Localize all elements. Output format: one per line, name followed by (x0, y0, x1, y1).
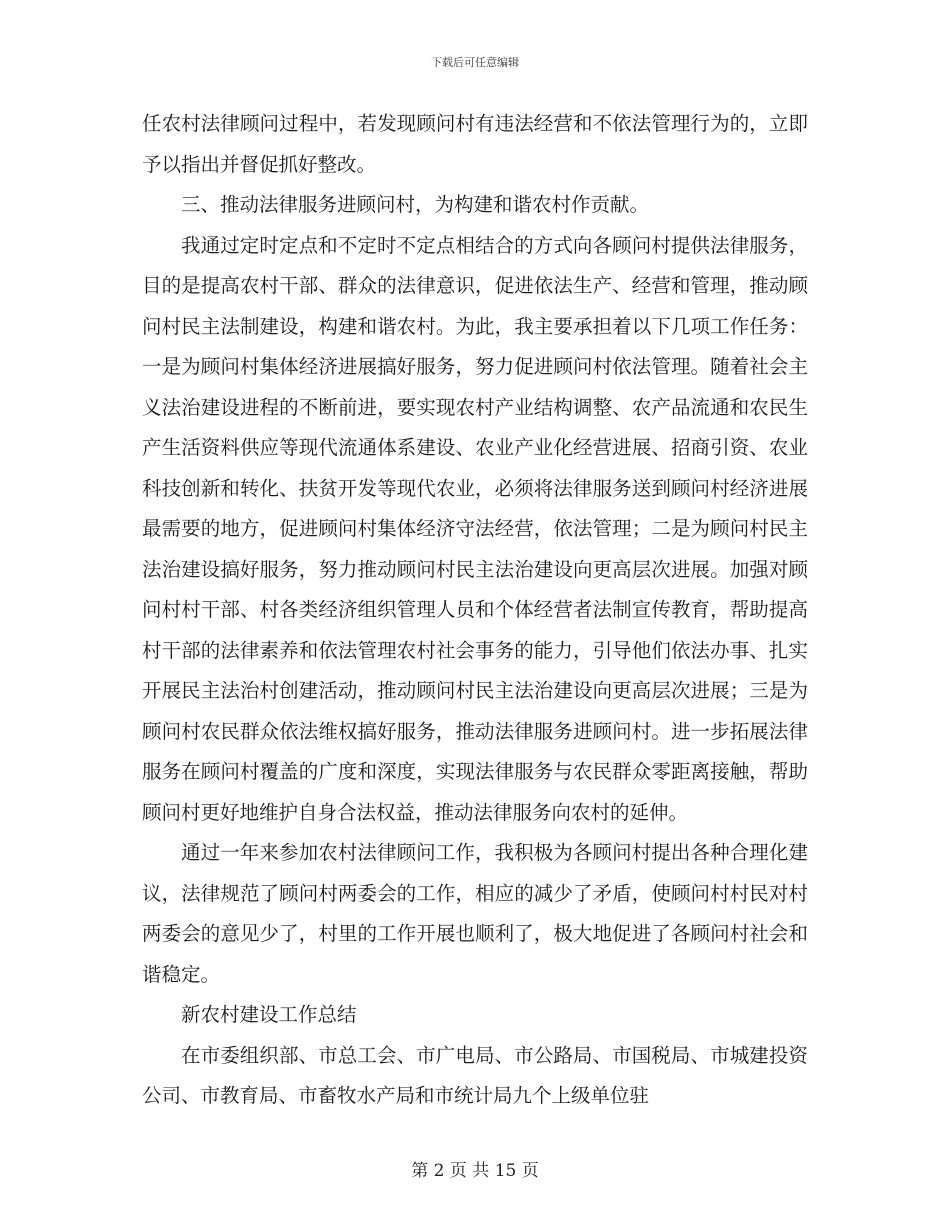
page-footer: 第 2 页 共 15 页 (411, 1161, 539, 1181)
section-heading: 三、推动法律服务进顾问村，为构建和谐农村作贡献。 (181, 193, 650, 216)
paragraph-summary: 通过一年来参加农村法律顾问工作，我积极为各顾问村提出各种合理化建议，法律规范了顾问村两委会的工作，相应的减少了矛盾，使顾问村村民对村两委会的意见少了，村里的工作开展也顺利了，极大地促进了各顾问村社会和谐稳定。 (142, 841, 808, 986)
paragraph-services: 我通过定时定点和不定时不定点相结合的方式向各顾问村提供法律服务，目的是提高农村干部、群众的法律意识，促进依法生产、经营和管理，推动顾问村民主法制建设，构建和谐农村。为此，我主要承担着以下几项工作任务：一是为顾问村集体经济进展搞好服务，努力促进顾问村依法管理。随着社会主义法治建设进程的不断前进，要实现农村产业结构调整、农产品流通和农民生产生活资料供应等现代流通体系建设、农业产业化经营进展、招商引资、农业科技创新和转化、扶贫开发等现代农业，必须将法律服务送到顾问村经济进展最需要的地方，促进顾问村集体经济守法经营，依法管理；二是为顾问村民主法治建设搞好服务，努力推动顾问村民主法治建设向更高层次进展。加强对顾问村村干部、村各类经济组织管理人员和个体经营者法制宣传教育，帮助提高村干部的法律素养和依法管理农村社会事务的能力，引导他们依法办事、扎实开展民主法治村创建活动，推动顾问村民主法治建设向更高层次进展；三是为顾问村农民群众依法维权搞好服务，推动法律服务进顾问村。进一步拓展法律服务在顾问村覆盖的广度和深度，实现法律服务与农民群众零距离接触，帮助顾问村更好地维护自身合法权益，推动法律服务向农村的延伸。 (142, 233, 808, 824)
document-body (142, 104, 808, 1117)
page-header: 下载后可任意编辑 (431, 56, 519, 69)
article-title: 新农村建设工作总结 (181, 1003, 357, 1026)
paragraph-continuation: 任农村法律顾问过程中，若发现顾问村有违法经营和不依法管理行为的，立即予以指出并督促抓好整改。 (142, 112, 808, 176)
paragraph-intro: 在市委组织部、市总工会、市广电局、市公路局、市国税局、市城建投资公司、市教育局、市畜牧水产局和市统计局九个上级单位驻 (142, 1043, 808, 1107)
